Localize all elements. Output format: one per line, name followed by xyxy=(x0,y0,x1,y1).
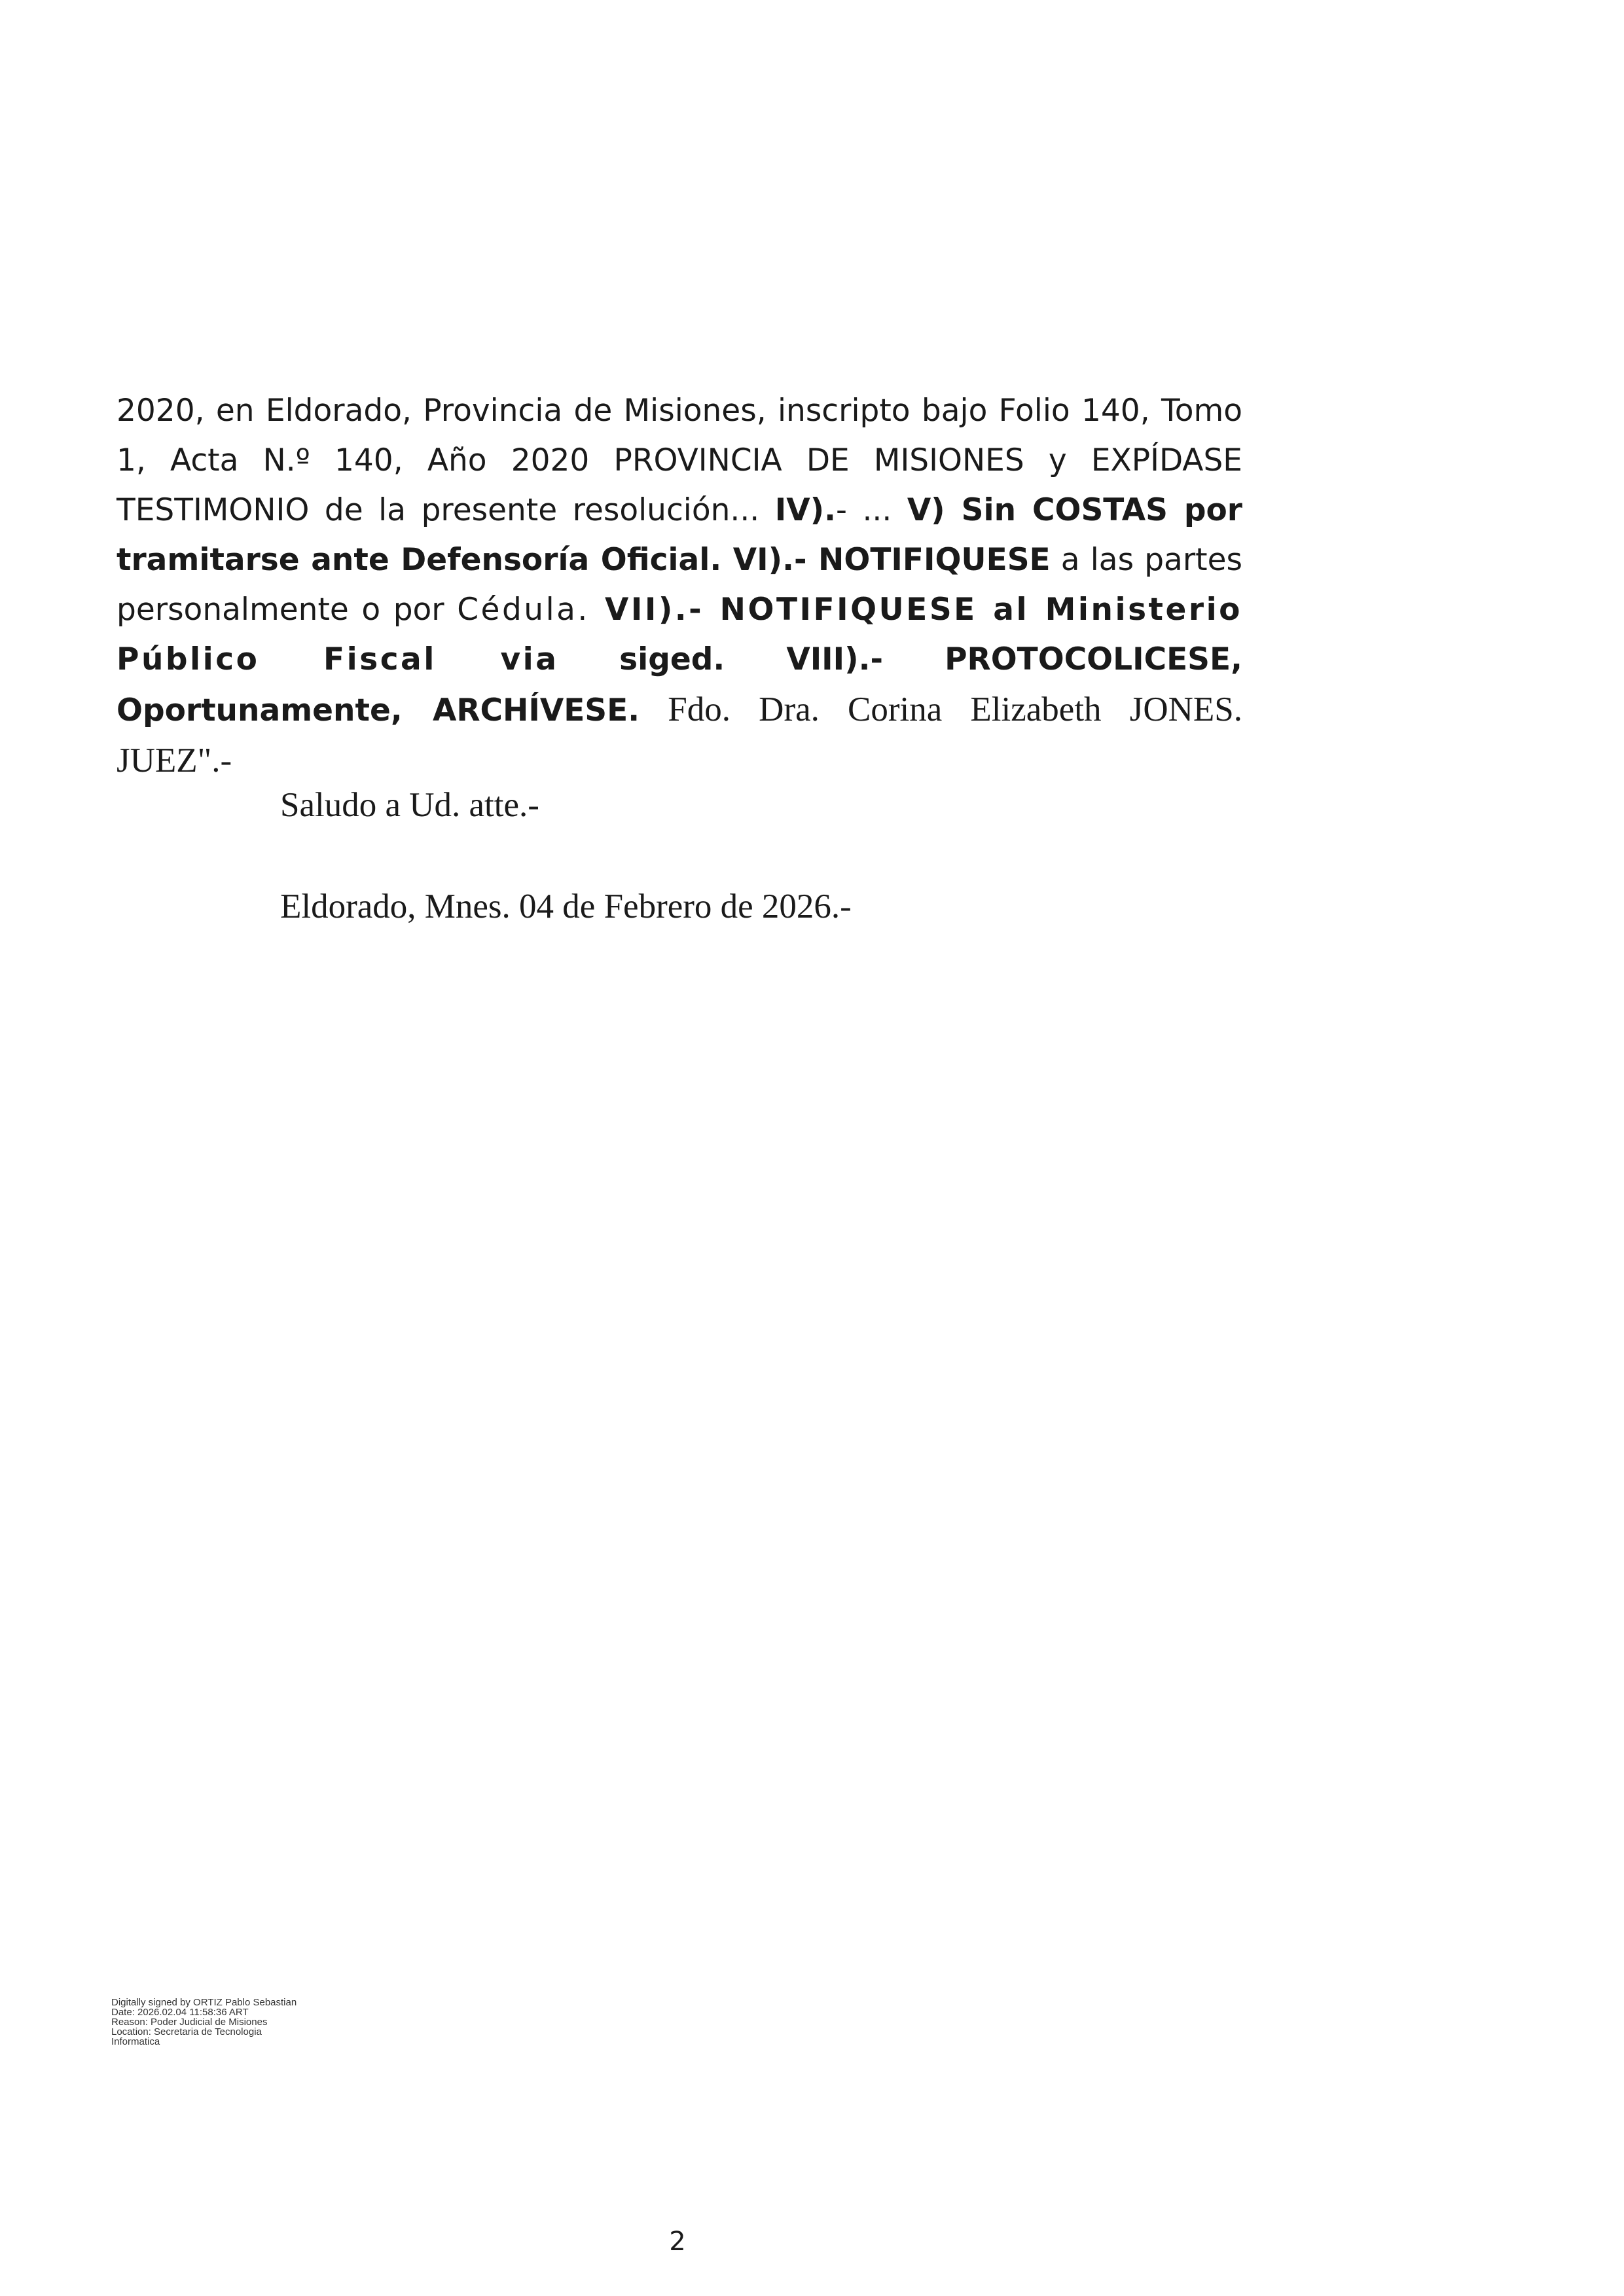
paragraph-bold-v-vi: V) Sin COSTAS por tramitarse ante Defensoría Oficial. VI).- NOTIFIQUESE xyxy=(117,492,1242,578)
paragraph-text-3: a las partes personalmente o por xyxy=(117,542,1242,628)
paragraph-bold-vii: VII).- NOTIFIQUESE al Ministerio Público Fiscal via xyxy=(117,592,1242,677)
paragraph-text-cedula: Cédula. xyxy=(457,592,605,628)
signature-location-cont: Informatica xyxy=(111,2036,160,2047)
signature-line: Digitally signed by ORTIZ Pablo Sebastian xyxy=(111,1997,297,2008)
page-number: 2 xyxy=(669,2227,686,2257)
paragraph-signature-judge: Fdo. Dra. Corina Elizabeth JONES. JUEZ".- xyxy=(117,691,1242,780)
signature-date: Date: 2026.02.04 11:58:36 ART xyxy=(111,2007,249,2018)
closing-place-date: Eldorado, Mnes. 04 de Febrero de 2026.- xyxy=(280,888,852,925)
resolution-paragraph xyxy=(117,386,1242,787)
digital-signature-block xyxy=(111,1998,347,2047)
paragraph-bold-iv: IV). xyxy=(774,492,836,528)
signature-location: Location: Secretaria de Tecnologia xyxy=(111,2026,262,2037)
paragraph-text-1: 2020, en Eldorado, Provincia de Misiones, inscripto bajo Folio 140, Tomo 1, Acta N.º 140, Año 2020 PROVINCIA DE MISIONES y EXPÍDASE TESTIMONIO de la presente resolución... xyxy=(117,393,1242,528)
closing-greeting: Saludo a Ud. atte.- xyxy=(280,786,539,824)
paragraph-text-2: - ... xyxy=(835,492,907,528)
paragraph-bold-viii: siged. VIII).- PROTOCOLICESE, Oportunamente, ARCHÍVESE. xyxy=(117,641,1242,728)
signature-reason: Reason: Poder Judicial de Misiones xyxy=(111,2017,268,2028)
